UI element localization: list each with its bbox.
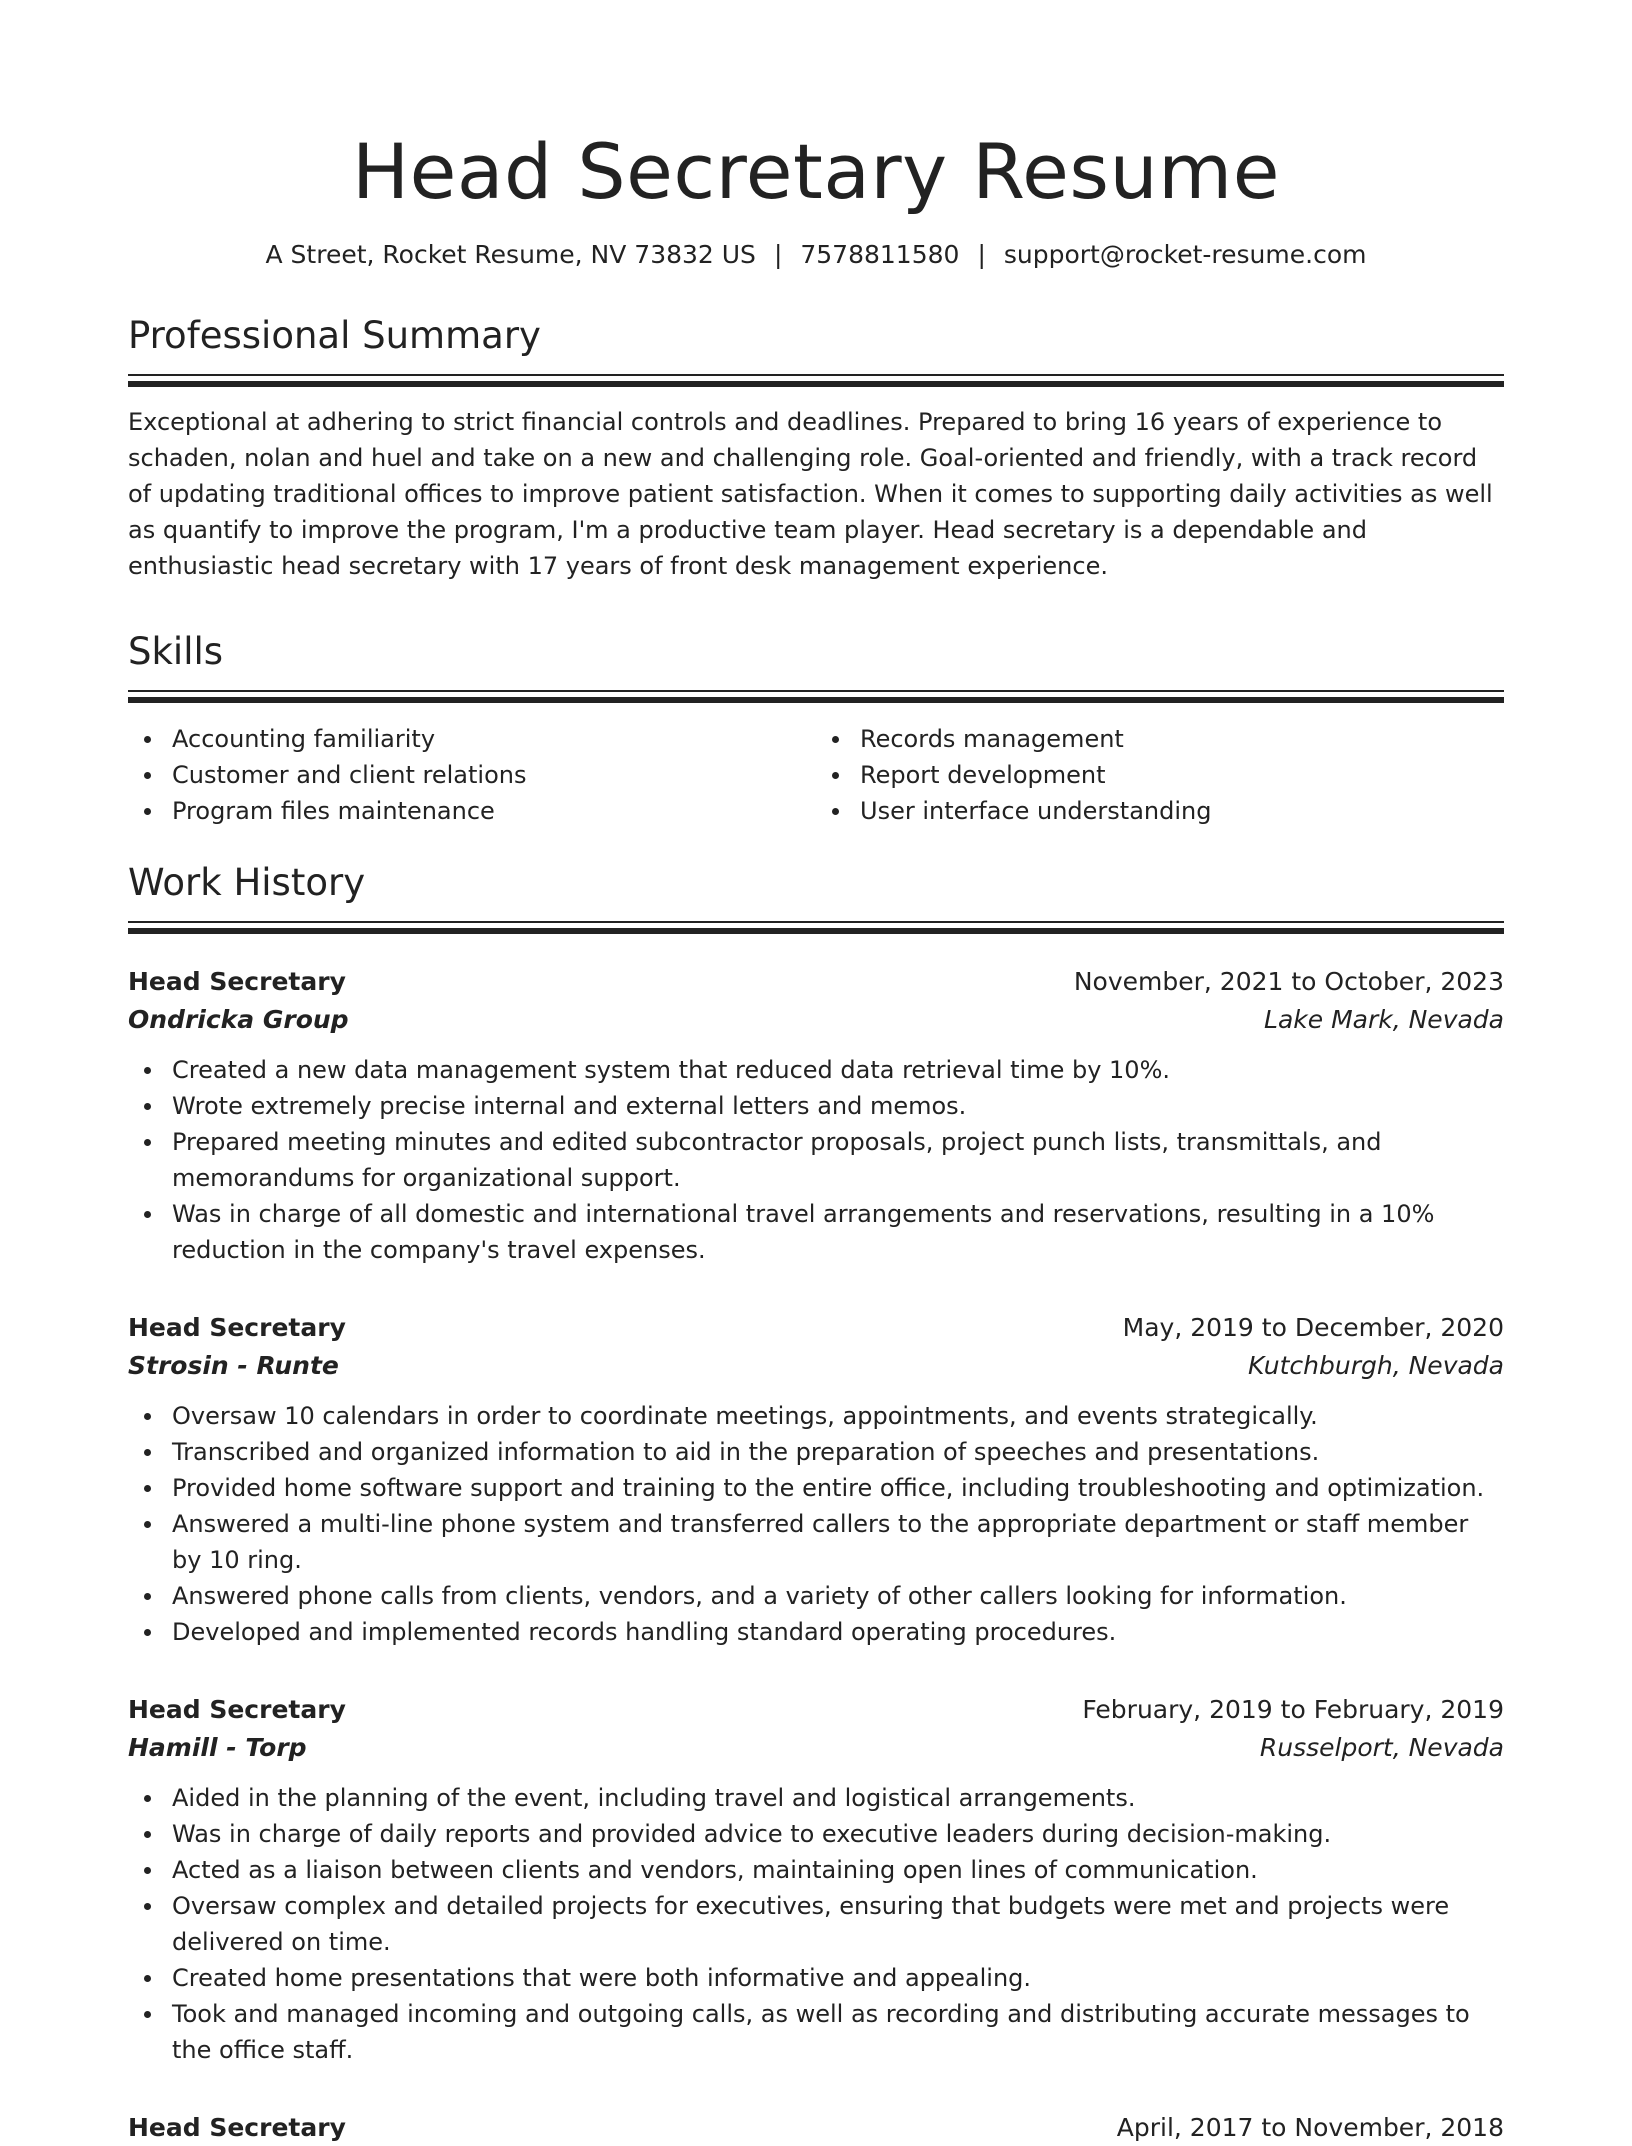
- skill-item: Accounting familiarity: [172, 721, 816, 757]
- job-dates: April, 2017 to November, 2018: [1116, 2113, 1504, 2142]
- skill-item: Report development: [860, 757, 1504, 793]
- job-company: Ondricka Group: [128, 1005, 349, 1034]
- job-header: [128, 1692, 1504, 1728]
- section-heading-skills: Skills: [128, 630, 224, 673]
- job-bullet: Transcribed and organized information to aid in the preparation of speeches and presentations.: [172, 1434, 1504, 1470]
- job-bullet: Developed and implemented records handling standard operating procedures.: [172, 1614, 1504, 1650]
- contact-phone: 7578811580: [800, 240, 960, 269]
- contact-separator: |: [773, 240, 783, 269]
- job-bullet: Aided in the planning of the event, including travel and logistical arrangements.: [172, 1780, 1504, 1816]
- skills-column-right: [816, 721, 1504, 829]
- work-history-section: [128, 859, 1504, 2146]
- job-dates: May, 2019 to December, 2020: [1122, 1313, 1504, 1342]
- job-subheader: [128, 1346, 1504, 1386]
- job-dates: November, 2021 to October, 2023: [1073, 967, 1504, 996]
- job-bullet: Answered a multi-line phone system and transferred callers to the appropriate department or staff member by 10 ring.: [172, 1506, 1504, 1578]
- job-bullet: Oversaw 10 calendars in order to coordinate meetings, appointments, and events strategically.: [172, 1398, 1504, 1434]
- skill-item: Program files maintenance: [172, 793, 816, 829]
- job-bullet: Answered phone calls from clients, vendors, and a variety of other callers looking for information.: [172, 1578, 1504, 1614]
- job-company: Hamill - Torp: [128, 1733, 307, 1762]
- section-divider: [128, 374, 1504, 387]
- resume-page: [128, 0, 1504, 2146]
- job-bullet: Oversaw complex and detailed projects for executives, ensuring that budgets were met and projects were delivered on time.: [172, 1888, 1504, 1960]
- job-header: [128, 964, 1504, 1000]
- job-company: Strosin - Runte: [128, 1351, 339, 1380]
- job-dates: February, 2019 to February, 2019: [1082, 1695, 1504, 1724]
- job-bullet: Created a new data management system that reduced data retrieval time by 10%.: [172, 1052, 1504, 1088]
- section-divider: [128, 690, 1504, 703]
- job-bullet: Was in charge of daily reports and provided advice to executive leaders during decision-making.: [172, 1816, 1504, 1852]
- job-bullet: Acted as a liaison between clients and vendors, maintaining open lines of communication.: [172, 1852, 1504, 1888]
- job-header: [128, 2110, 1504, 2146]
- skills-grid: [128, 721, 1504, 829]
- section-heading-work: Work History: [128, 861, 366, 904]
- job-entry: [128, 964, 1504, 1268]
- skills-section: [128, 628, 1504, 829]
- job-bullet: Prepared meeting minutes and edited subcontractor proposals, project punch lists, transmittals, and memorandums for organizational support.: [172, 1124, 1504, 1196]
- skill-item: Records management: [860, 721, 1504, 757]
- job-bullet: Took and managed incoming and outgoing calls, as well as recording and distributing accurate messages to the office staff.: [172, 1996, 1504, 2068]
- job-bullet-list: [128, 1398, 1504, 1650]
- section-heading-summary: Professional Summary: [128, 314, 541, 357]
- skill-item: Customer and client relations: [172, 757, 816, 793]
- skill-item: User interface understanding: [860, 793, 1504, 829]
- job-bullet-list: [128, 1052, 1504, 1268]
- job-bullet: Created home presentations that were both informative and appealing.: [172, 1960, 1504, 1996]
- job-entry: [128, 1310, 1504, 1650]
- job-bullet: Wrote extremely precise internal and external letters and memos.: [172, 1088, 1504, 1124]
- resume-title: Head Secretary Resume: [352, 127, 1280, 216]
- job-subheader: [128, 1000, 1504, 1040]
- job-entry: [128, 2110, 1504, 2146]
- job-bullet: Was in charge of all domestic and international travel arrangements and reservations, resulting in a 10% reduction in the company's travel expenses.: [172, 1196, 1504, 1268]
- contact-line: [128, 238, 1504, 272]
- job-title: Head Secretary: [128, 1313, 346, 1342]
- job-title: Head Secretary: [128, 2113, 346, 2142]
- contact-separator: |: [977, 240, 986, 269]
- job-bullet: Provided home software support and training to the entire office, including troubleshooting and optimization.: [172, 1470, 1504, 1506]
- professional-summary-section: [128, 312, 1504, 584]
- section-divider: [128, 921, 1504, 934]
- job-location: Russelport, Nevada: [1259, 1733, 1504, 1762]
- contact-address: A Street, Rocket Resume, NV 73832 US: [265, 240, 756, 269]
- skills-column-left: [128, 721, 816, 829]
- job-entry: [128, 1692, 1504, 2068]
- job-header: [128, 1310, 1504, 1346]
- job-bullet-list: [128, 1780, 1504, 2068]
- summary-text: Exceptional at adhering to strict financial controls and deadlines. Prepared to bring 16 years of experience to schaden, nolan and huel and take on a new and challenging role. Goal-oriented and friendly, with a track record of updating traditional offices to improve patient satisfaction. When it comes to supporting daily activities as well as quantify to improve the program, I'm a productive team player. Head secretary is a dependable and enthusiastic head secretary with 17 years of front desk management experience.: [128, 408, 1493, 580]
- job-title: Head Secretary: [128, 1695, 346, 1724]
- contact-email: support@rocket-resume.com: [1003, 240, 1367, 269]
- job-title: Head Secretary: [128, 967, 346, 996]
- job-location: Lake Mark, Nevada: [1264, 1005, 1504, 1034]
- job-location: Kutchburgh, Nevada: [1248, 1351, 1504, 1380]
- job-subheader: [128, 1728, 1504, 1768]
